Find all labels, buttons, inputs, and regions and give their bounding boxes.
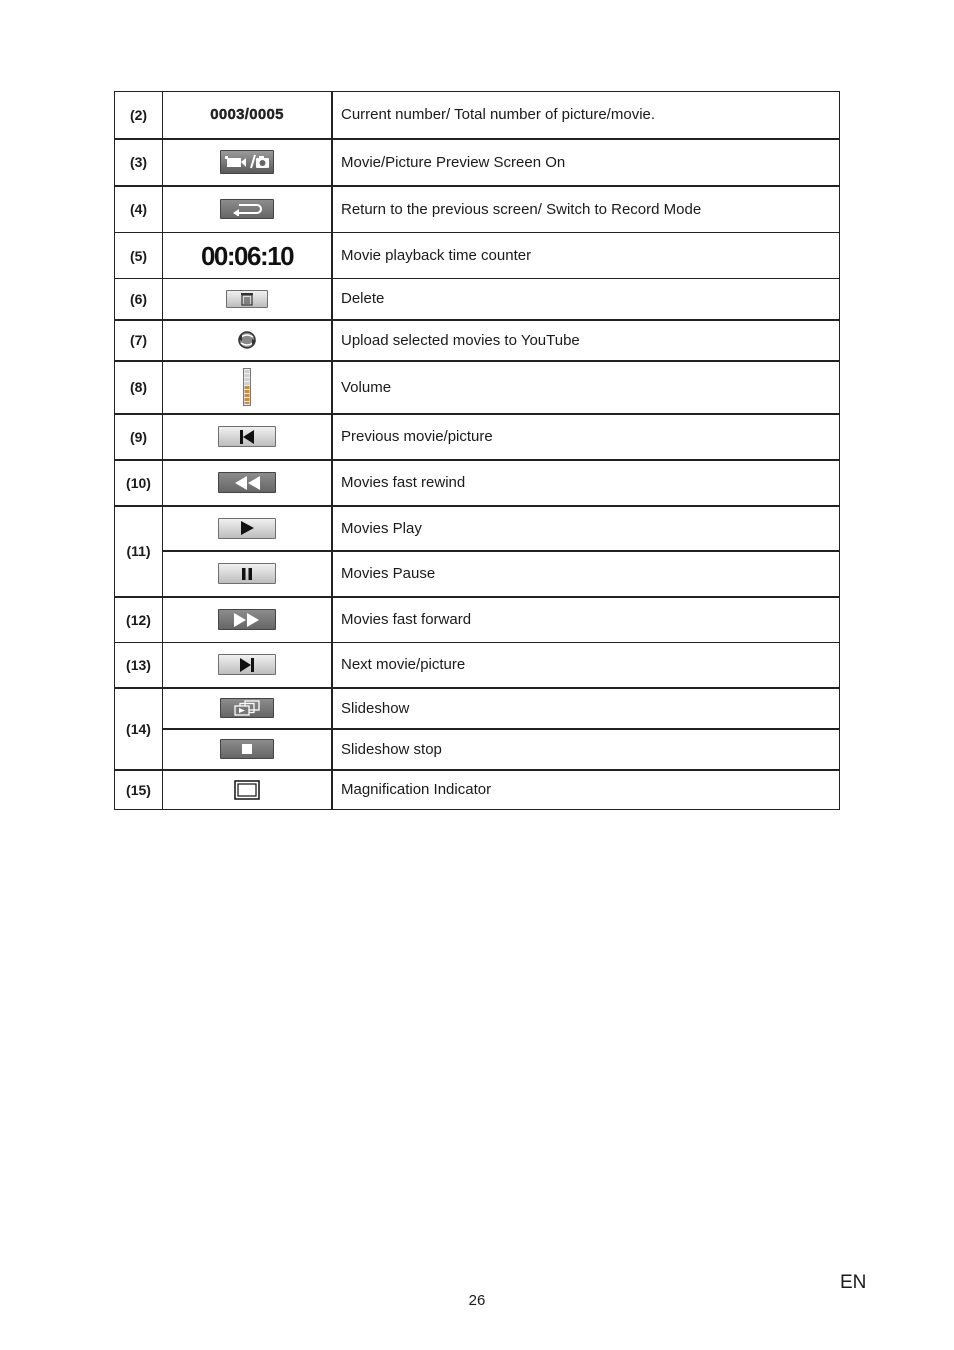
row-description: Delete	[332, 279, 840, 320]
movie-picture-icon	[220, 150, 274, 174]
row-number: (8)	[115, 361, 163, 414]
row-number: (12)	[115, 597, 163, 643]
table-row	[115, 770, 840, 810]
rewind-icon	[218, 472, 276, 493]
row-description: Return to the previous screen/ Switch to Record Mode	[332, 186, 840, 233]
table-row	[115, 729, 840, 770]
file-counter: 0003/0005	[210, 106, 284, 124]
table-row	[115, 688, 840, 729]
row-number: (4)	[115, 186, 163, 233]
row-description: Upload selected movies to YouTube	[332, 320, 840, 361]
table-row	[115, 551, 840, 597]
return-icon	[220, 199, 274, 219]
row-description: Current number/ Total number of picture/movie.	[332, 92, 840, 139]
row-number: (15)	[115, 770, 163, 810]
row-number: (7)	[115, 320, 163, 361]
table-row	[115, 643, 840, 688]
slideshow-icon	[220, 698, 274, 718]
row-number: (2)	[115, 92, 163, 139]
play-icon	[218, 518, 276, 539]
row-description: Movie playback time counter	[332, 233, 840, 279]
language-label: EN	[840, 1272, 867, 1293]
row-description: Slideshow	[332, 688, 840, 729]
table-row	[115, 506, 840, 551]
row-description: Previous movie/picture	[332, 414, 840, 460]
table-row	[115, 92, 840, 139]
magnification-icon	[234, 780, 260, 800]
icon-legend-table	[114, 91, 840, 810]
table-row	[115, 233, 840, 279]
pause-icon	[218, 563, 276, 584]
previous-icon	[218, 426, 276, 447]
row-number: (6)	[115, 279, 163, 320]
row-number: (3)	[115, 139, 163, 186]
row-number: (11)	[115, 506, 163, 597]
row-number: (9)	[115, 414, 163, 460]
row-number: (14)	[115, 688, 163, 770]
volume-bar-icon	[243, 368, 251, 406]
table-row	[115, 139, 840, 186]
row-number: (5)	[115, 233, 163, 279]
row-description: Slideshow stop	[332, 729, 840, 770]
trash-icon	[226, 290, 268, 308]
table-row	[115, 279, 840, 320]
next-icon	[218, 654, 276, 675]
table-row	[115, 414, 840, 460]
row-description: Movies Play	[332, 506, 840, 551]
stop-icon	[220, 739, 274, 759]
row-description: Magnification Indicator	[332, 770, 840, 810]
row-description: Next movie/picture	[332, 643, 840, 688]
row-description: Movies Pause	[332, 551, 840, 597]
time-counter: 00:06:10	[200, 240, 294, 271]
table-row	[115, 186, 840, 233]
page-number: 26	[468, 1292, 486, 1309]
fast-forward-icon	[218, 609, 276, 630]
row-number: (13)	[115, 643, 163, 688]
row-description: Volume	[332, 361, 840, 414]
table-row	[115, 320, 840, 361]
row-number: (10)	[115, 460, 163, 506]
table-row	[115, 597, 840, 643]
youtube-upload-icon	[235, 330, 259, 350]
table-row	[115, 361, 840, 414]
row-description: Movies fast rewind	[332, 460, 840, 506]
row-description: Movies fast forward	[332, 597, 840, 643]
table-row	[115, 460, 840, 506]
row-description: Movie/Picture Preview Screen On	[332, 139, 840, 186]
